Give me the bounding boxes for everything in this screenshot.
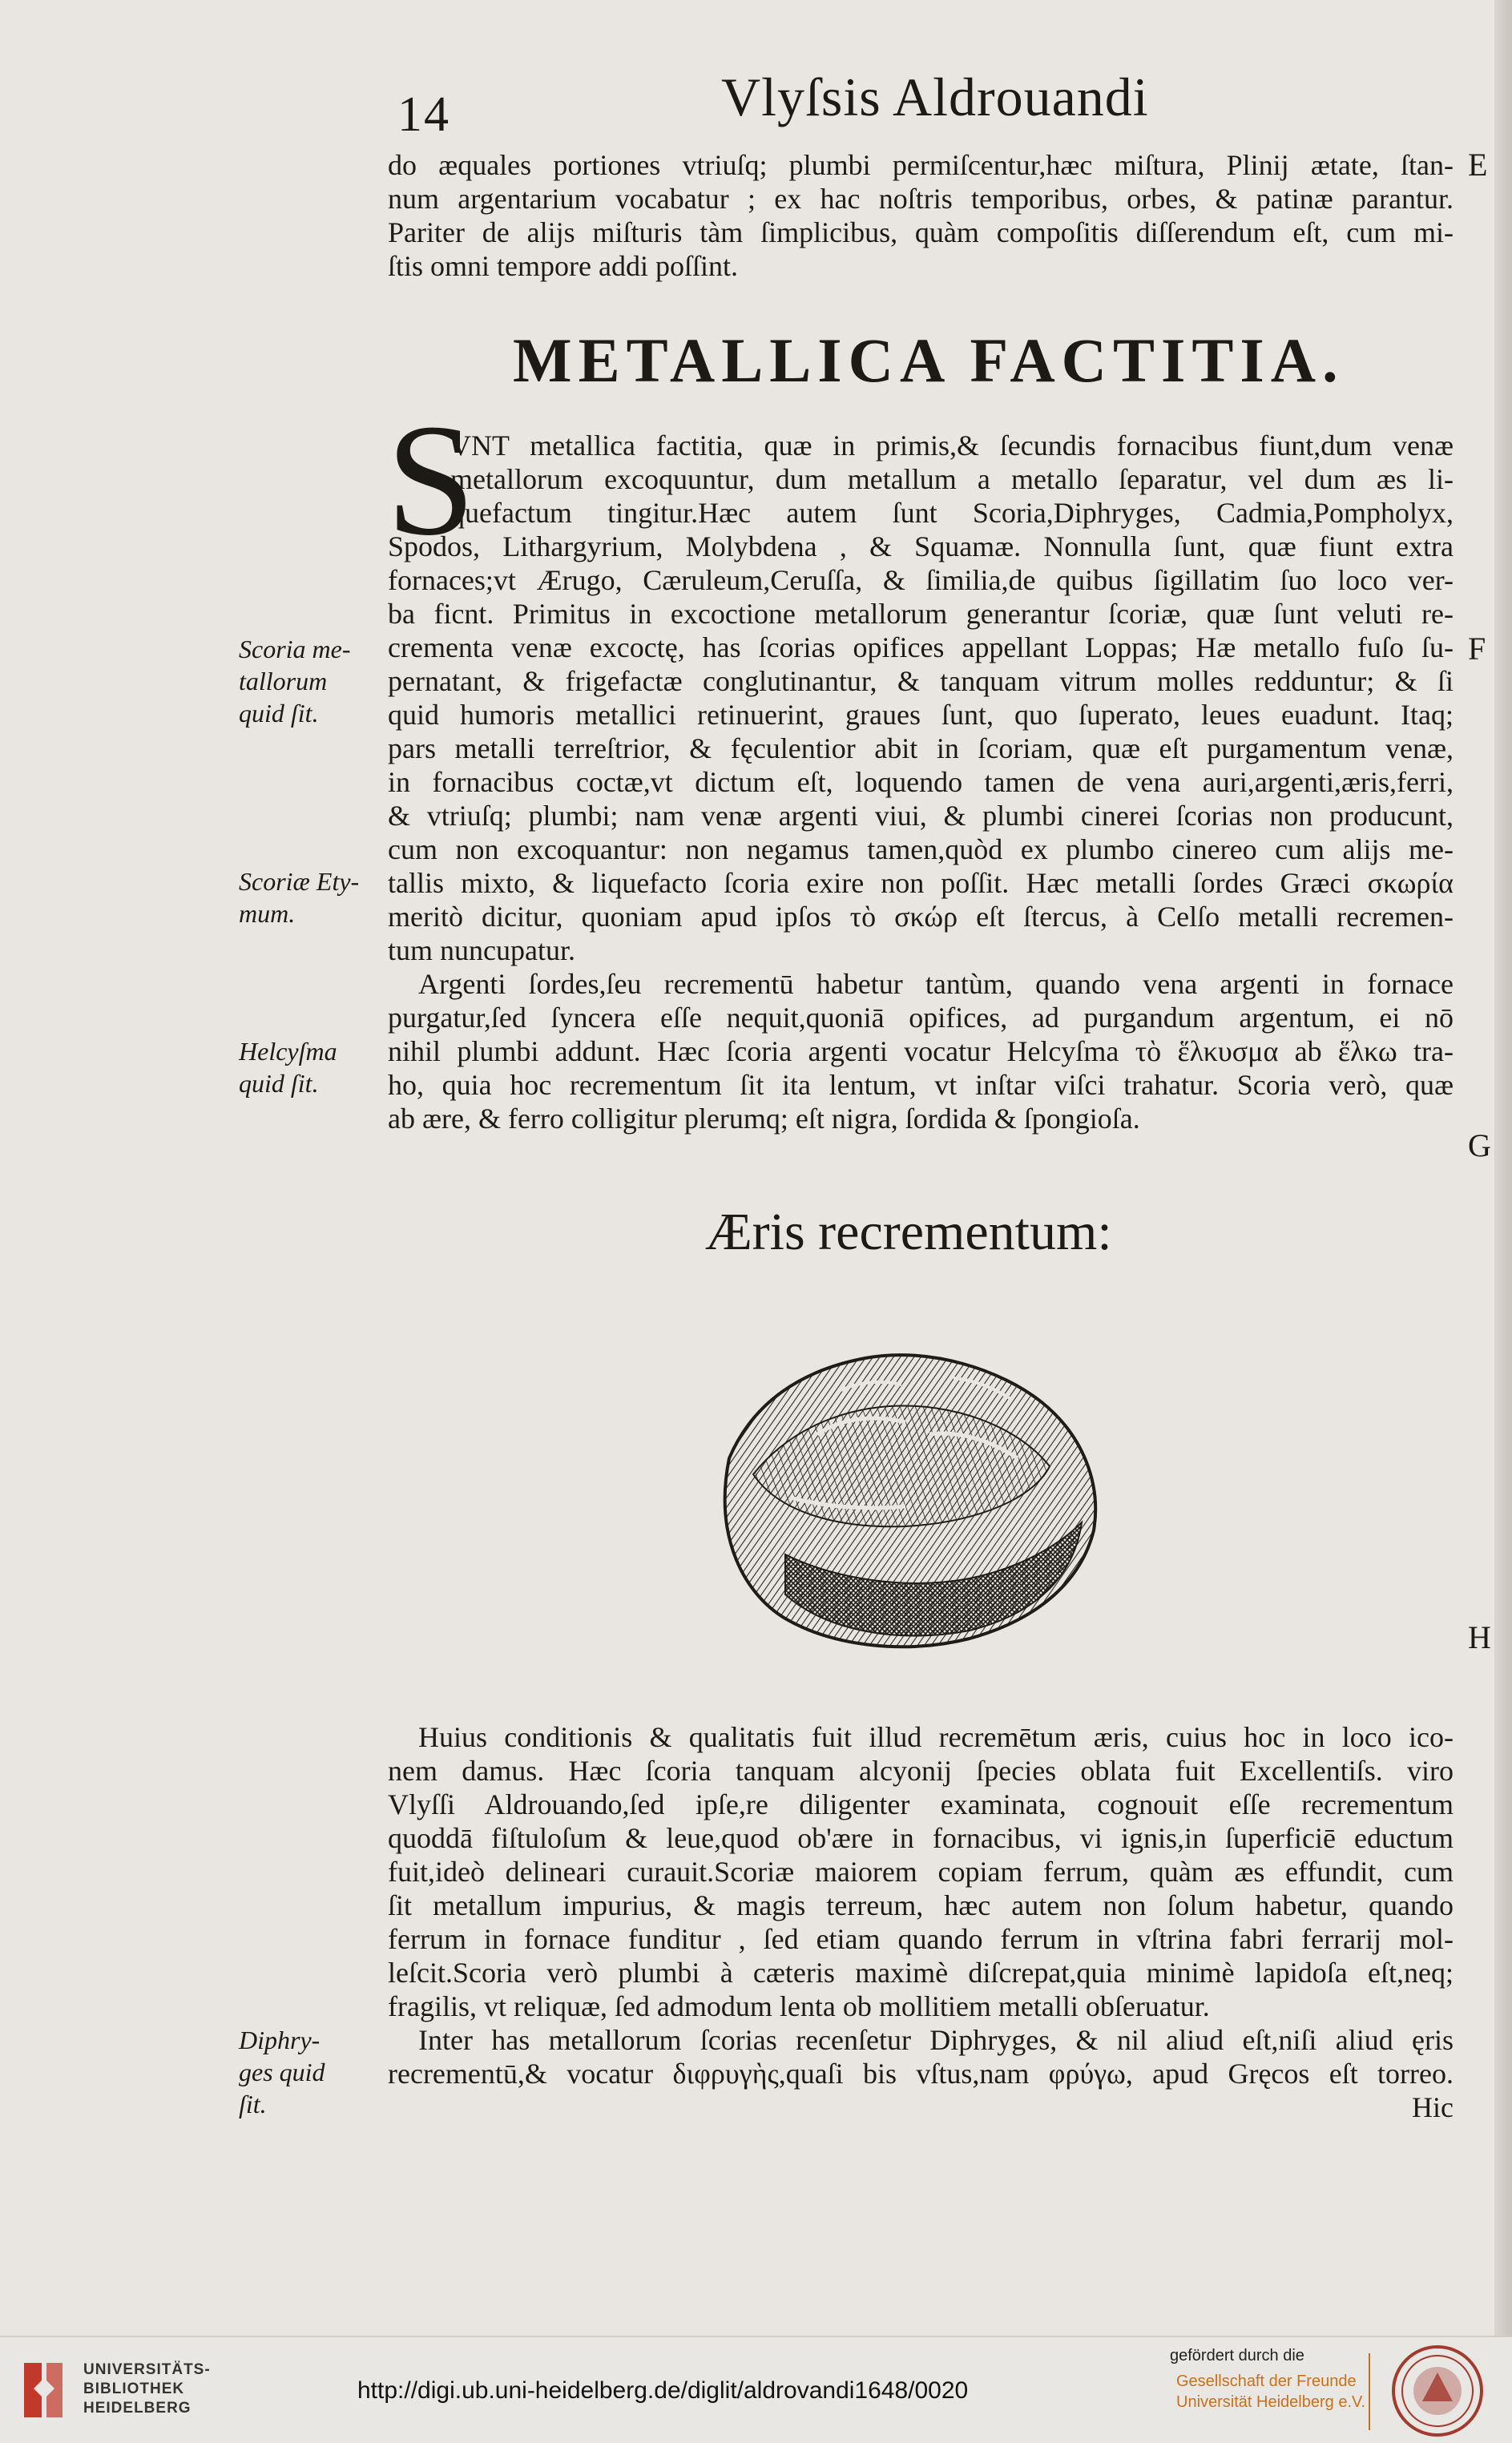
library-name-line: HEIDELBERG [83, 2400, 192, 2417]
text-line: quoddā fiſtuloſum & leue,quod ob'ære in fornacibus, vi ignis,in ſuperficiē eductum [388, 1822, 1454, 1854]
running-head: Vlyſsis Aldrouandi [721, 67, 1149, 127]
text-line: ab ære, & ferro colligitur plerumq; eſt nigra, ſordida & ſpongioſa. [388, 1103, 1140, 1135]
text-line: Huius conditionis & qualitatis fuit illud recremētum æris, cuius hoc in loco ico- [418, 1721, 1454, 1753]
margin-note-line: quid ſit. [239, 1069, 319, 1098]
side-letter-f: F [1468, 631, 1486, 667]
text-line: tallis mixto, & liquefacto ſcoria exire non poſſit. Hæc metalli ſordes Græci σκωρία [388, 867, 1454, 899]
text-line: quid humoris metallici retinuerint, graues ſunt, quo ſuperato, leues euadunt. Itaq; [388, 699, 1454, 731]
text-line: nem damus. Hæc ſcoria tanquam alcyonij ſpecies oblata fuit Excellentiſs. viro [388, 1755, 1454, 1787]
text-line: fuit,ideò delineari curauit.Scoriæ maiorem copiam ferrum, quàm æs effundit, cum [388, 1856, 1454, 1888]
library-name-line: UNIVERSITÄTS- [83, 2361, 211, 2378]
margin-note-line: ſit. [239, 2090, 267, 2118]
text-line: & vtriuſq; plumbi; nam venæ argenti viui, & plumbi cinerei ſcorias non producunt, [388, 800, 1454, 832]
source-url-link[interactable]: http://digi.ub.uni-heidelberg.de/diglit/aldrovandi1648/0020 [357, 2377, 969, 2404]
university-library-logo-icon [18, 2356, 69, 2424]
sponsor-name-line: Universität Heidelberg e.V. [1176, 2393, 1366, 2411]
text-line: meritò dicitur, quoniam apud ipſos τὸ σκώρ eſt ſtercus, à Celſo metalli recremen- [388, 901, 1454, 933]
text-line: Inter has metallorum ſcorias recenſetur Diphryges, & nil aliud eſt,niſi aliud ęris [418, 2024, 1454, 2056]
text-line: purgatur,ſed ſyncera eſſe nequit,quoniā opifices, ad purgandum argentum, ei nō [388, 1002, 1454, 1034]
slag-woodcut-illustration [697, 1314, 1114, 1667]
text-line: ba ficnt. Primitus in excoctione metallorum generantur ſcoriæ, quæ ſunt veluti re- [388, 598, 1454, 630]
catchword: Hic [1412, 2091, 1454, 2123]
text-line: fornaces;vt Ærugo, Cæruleum,Ceruſſa, & ſimilia,de quibus ſigillatim ſuo loco ver- [388, 564, 1454, 596]
margin-note-diphryges [239, 2024, 325, 2120]
chapter-title: METALLICA FACTITIA. [513, 325, 1345, 395]
text-line: ſit metallum impurius, & magis terreum, hæc autem non ſolum habetur, quando [388, 1889, 1454, 1921]
university-seal-icon [1390, 2344, 1485, 2438]
margin-note-line: Scoria me- [239, 635, 351, 663]
text-line: VNT metallica factitia, quæ in primis,& ſecundis fornacibus fiunt,dum venæ [450, 429, 1454, 462]
side-letter-h: H [1468, 1619, 1491, 1655]
text-line: cum non excoquantur: non negamus tamen,quòd ex plumbo cinereo cum alijs me- [388, 833, 1454, 865]
margin-note-line: Helcyſma [239, 1037, 337, 1066]
margin-note-etymum [239, 865, 359, 929]
text-line: ho, quia hoc recrementum ſit ita lentum, vt inſtar viſci trahatur. Scoria verò, quæ [388, 1069, 1454, 1101]
margin-note-line: mum. [239, 899, 296, 928]
margin-note-line: quid ſit. [239, 699, 319, 728]
text-line: Spodos, Lithargyrium, Molybdena , & Squamæ. Nonnulla ſunt, quæ fiunt extra [388, 530, 1454, 562]
margin-note-helcysma [239, 1035, 337, 1099]
side-letter-e: E [1468, 147, 1488, 183]
text-line: in fornacibus coctæ,vt dictum eſt, loquendo tamen de vena auri,argenti,æris,ferri, [388, 766, 1454, 798]
drop-cap: S [386, 392, 476, 569]
text-line: recrementū,& vocatur διφρυγὴς,quaſi bis vſtus,nam φρύγω, apud Gręcos eſt torreo. [388, 2058, 1454, 2090]
sponsor-divider [1369, 2353, 1370, 2430]
margin-note-scoria [239, 633, 351, 729]
digitization-footer [0, 2336, 1512, 2443]
text-line: Argenti ſordes,ſeu recrementū habetur tantùm, quando vena argenti in fornace [418, 968, 1454, 1000]
text-line: metallorum excoquuntur, dum metallum a metallo ſeparatur, vel dum æs li- [450, 463, 1454, 495]
text-line: nihil plumbi addunt. Hæc ſcoria argenti vocatur Helcyſma τὸ ἕλκυσμα ab ἕλκω tra- [388, 1035, 1454, 1067]
text-line: Pariter de alijs miſturis tàm ſimplicibus, quàm compoſitis diſſerendum eſt, cum mi- [388, 216, 1454, 248]
section-heading: Æris recrementum: [705, 1203, 1112, 1261]
margin-note-line: ges quid [239, 2058, 325, 2086]
sponsor-label: gefördert durch die [1170, 2347, 1304, 2364]
text-line: do æquales portiones vtriuſq; plumbi permiſcentur,hæc miſtura, Plinij ætate, ſtan- [388, 149, 1454, 181]
text-line: ferrum in fornace funditur , ſed etiam quando ferrum in vſtrina fabri ferrarij mol- [388, 1923, 1454, 1955]
text-line: pars metalli terreſtrior, & fęculentior abit in ſcoriam, quæ eſt purgamentum venæ, [388, 732, 1454, 764]
text-line: crementa venæ excoctę, has ſcorias opifices appellant Loppas; Hæ metallo fuſo ſu- [388, 631, 1454, 663]
margin-note-line: Scoriæ Ety- [239, 867, 360, 896]
margin-note-line: Diphry- [239, 2026, 321, 2054]
text-line: fragilis, vt reliquæ, ſed admodum lenta ob mollitiem metalli obſeruatur. [388, 1990, 1210, 2022]
side-letter-g: G [1468, 1127, 1491, 1163]
page-header [0, 0, 1512, 142]
text-line: ſtis omni tempore addi poſſint. [388, 250, 738, 282]
library-name-line: BIBLIOTHEK [83, 2381, 185, 2397]
page-number: 14 [397, 87, 450, 142]
text-line: tum nuncupatur. [388, 934, 575, 966]
text-line: leſcit.Scoria verò plumbi à cæteris maximè diſcrepat,quia minimè lapidoſa eſt,neq; [388, 1957, 1454, 1989]
margin-note-line: tallorum [239, 667, 328, 695]
text-line: Vlyſſi Aldrouando,ſed ipſe,re diligenter examinata, cognouit eſſe recrementum [388, 1788, 1454, 1820]
text-line: pernatant, & frigefactæ conglutinantur, & tanquam vitrum molles redduntur; & ſi [388, 665, 1454, 697]
text-line: quefactum tingitur.Hæc autem ſunt Scoria,Diphryges, Cadmia,Pompholyx, [450, 497, 1454, 529]
sponsor-name-line: Gesellschaft der Freunde [1176, 2372, 1357, 2390]
page-edge-shadow [1494, 0, 1512, 2336]
text-line: num argentarium vocabatur ; ex hac noſtris temporibus, orbes, & patinæ parantur. [388, 183, 1454, 215]
